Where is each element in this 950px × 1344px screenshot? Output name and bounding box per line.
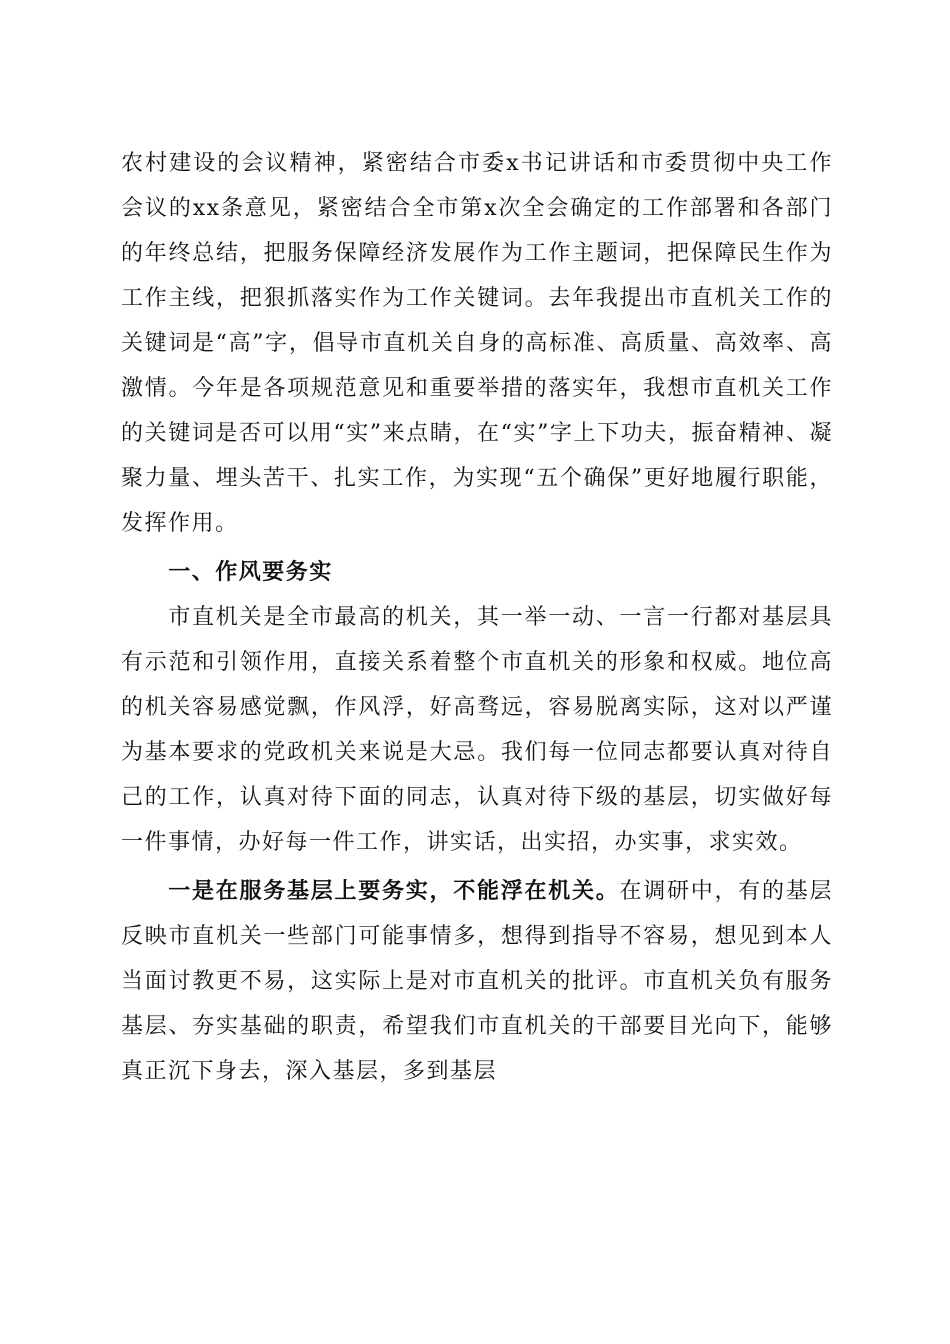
point-1-body: 在调研中，有的基层反映市直机关一些部门可能事情多，想得到指导不容易，想见到本人当面讨教更不易，这实际上是对市直机关的批评。市直机关负有服务基层、夯实基础的职责，希望我们市直机关的干部要目光向下，能够真正沉下身去，深入基层，多到基层 <box>121 879 833 1084</box>
section-heading-1: 一、作风要务实 <box>168 560 333 585</box>
document-body <box>121 141 833 1094</box>
paragraph-point-1 <box>121 869 833 1094</box>
point-1-lead: 一是在服务基层上要务实，不能浮在机关。 <box>168 878 620 904</box>
paragraph-section-1: 市直机关是全市最高的机关，其一举一动、一言一行都对基层具有示范和引领作用，直接关系着整个市直机关的形象和权威。地位高的机关容易感觉飘，作风浮，好高骛远，容易脱离实际，这对以严谨为基本要求的党政机关来说是大忌。我们每一位同志都要认真对待自己的工作，认真对待下面的同志，认真对待下级的基层，切实做好每一件事情，办好每一件工作，讲实话，出实招，办实事，求实效。 <box>121 605 833 855</box>
paragraph-intro: 农村建设的会议精神，紧密结合市委x书记讲话和市委贯彻中央工作会议的xx条意见，紧密结合全市第x次全会确定的工作部署和各部门的年终总结，把服务保障经济发展作为工作主题词，把保障民生作为工作主线，把狠抓落实作为工作关键词。去年我提出市直机关工作的关键词是“高”字，倡导市直机关自身的高标准、高质量、高效率、高激情。今年是各项规范意见和重要举措的落实年，我想市直机关工作的关键词是否可以用“实”来点睛，在“实”字上下功夫，振奋精神、凝聚力量、埋头苦干、扎实工作，为实现“五个确保”更好地履行职能，发挥作用。 <box>121 151 833 536</box>
